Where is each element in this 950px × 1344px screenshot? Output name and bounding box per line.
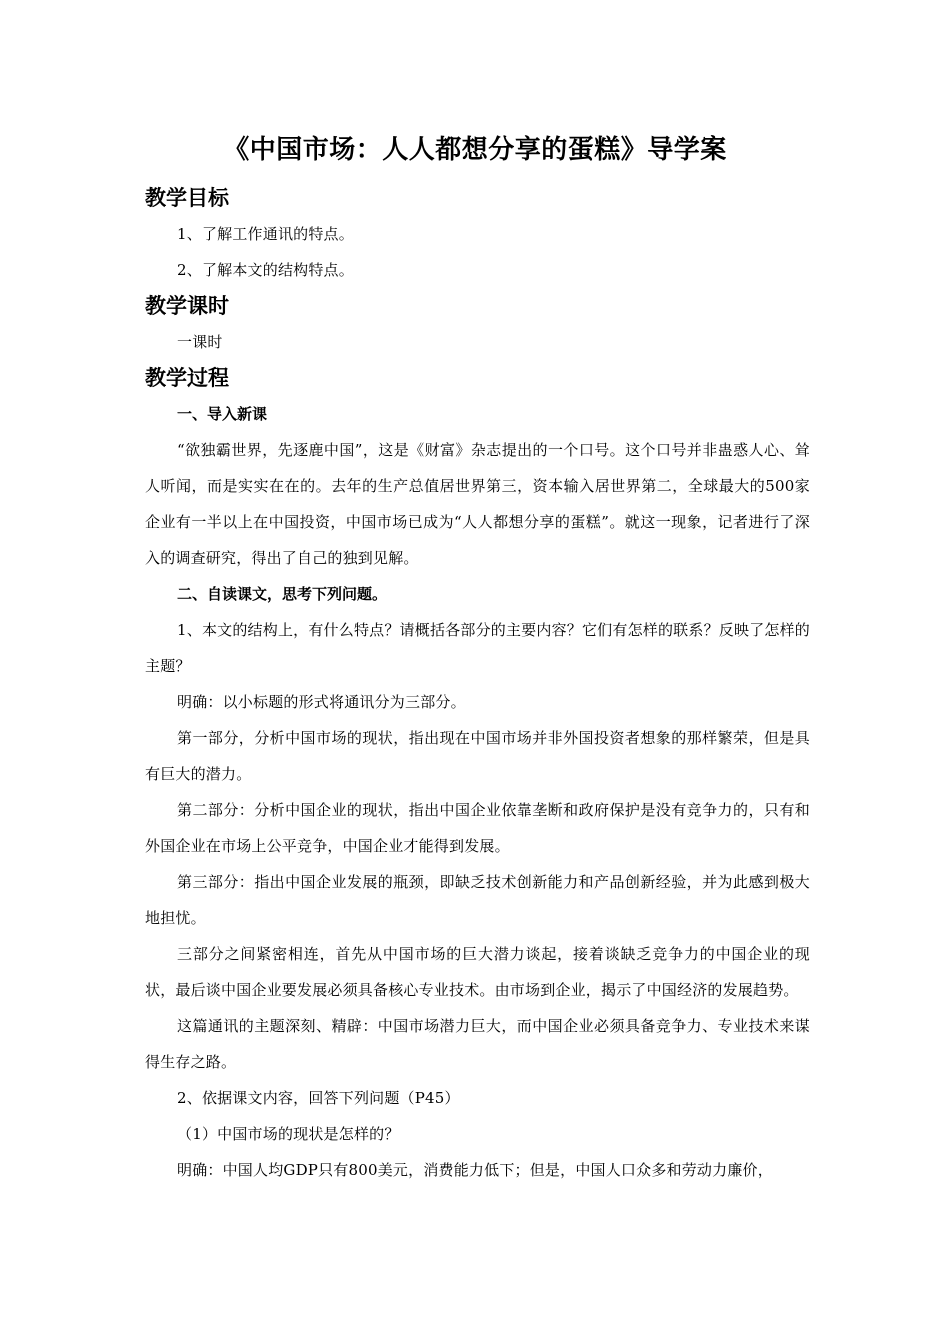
introduction-paragraph: “欲独霸世界，先逐鹿中国”，这是《财富》杂志提出的一个口号。这个口号并非蛊惑人心、耸人听闻，而是实实在在的。去年的生产总值居世界第三，资本输入居世界第二，全球最大的500家企业有一半以上在中国投资，中国市场已成为“人人都想分享的蛋糕”。就这一现象，记者进行了深入的调查研究，得出了自己的独到见解。	[145, 441, 810, 567]
part-1-paragraph: 第一部分，分析中国市场的现状，指出现在中国市场并非外国投资者想象的那样繁荣，但是具有巨大的潜力。	[145, 729, 810, 783]
document-body	[145, 180, 810, 1188]
theme-paragraph: 这篇通讯的主题深刻、精辟：中国市场潜力巨大，而中国企业必须具备竞争力、专业技术来谋得生存之路。	[145, 1017, 810, 1071]
connection-paragraph: 三部分之间紧密相连，首先从中国市场的巨大潜力谈起，接着谈缺乏竞争力的中国企业的现状，最后谈中国企业要发展必须具备核心专业技术。由市场到企业，揭示了中国经济的发展趋势。	[145, 945, 810, 999]
part-3-paragraph: 第三部分：指出中国企业发展的瓶颈，即缺乏技术创新能力和产品创新经验，并为此感到极大地担忧。	[145, 873, 810, 927]
question-1: 1、本文的结构上，有什么特点？请概括各部分的主要内容？它们有怎样的联系？反映了怎样的主题？	[145, 621, 810, 675]
subheading-introduction: 一、导入新课	[177, 405, 268, 423]
section-heading-class-hours: 教学课时	[145, 294, 229, 318]
section-heading-objectives: 教学目标	[145, 186, 229, 210]
answer-1: 明确：以小标题的形式将通讯分为三部分。	[177, 693, 466, 711]
part-2-paragraph: 第二部分：分析中国企业的现状，指出中国企业依靠垄断和政府保护是没有竞争力的，只有和外国企业在市场上公平竞争，中国企业才能得到发展。	[145, 801, 810, 855]
objective-item: 2、了解本文的结构特点。	[177, 261, 354, 279]
objective-item: 1、了解工作通讯的特点。	[177, 225, 354, 243]
document-title: 《中国市场：人人都想分享的蛋糕》导学案	[223, 135, 727, 165]
section-heading-process: 教学过程	[145, 366, 229, 390]
class-hours-text: 一课时	[177, 333, 223, 351]
answer-2-1: 明确：中国人均GDP只有800美元，消费能力低下；但是，中国人口众多和劳动力廉价，	[177, 1161, 773, 1179]
question-2-1: （1）中国市场的现状是怎样的？	[177, 1125, 400, 1143]
subheading-self-reading: 二、自读课文，思考下列问题。	[177, 585, 388, 603]
question-2: 2、依据课文内容，回答下列问题（P45）	[177, 1089, 460, 1107]
